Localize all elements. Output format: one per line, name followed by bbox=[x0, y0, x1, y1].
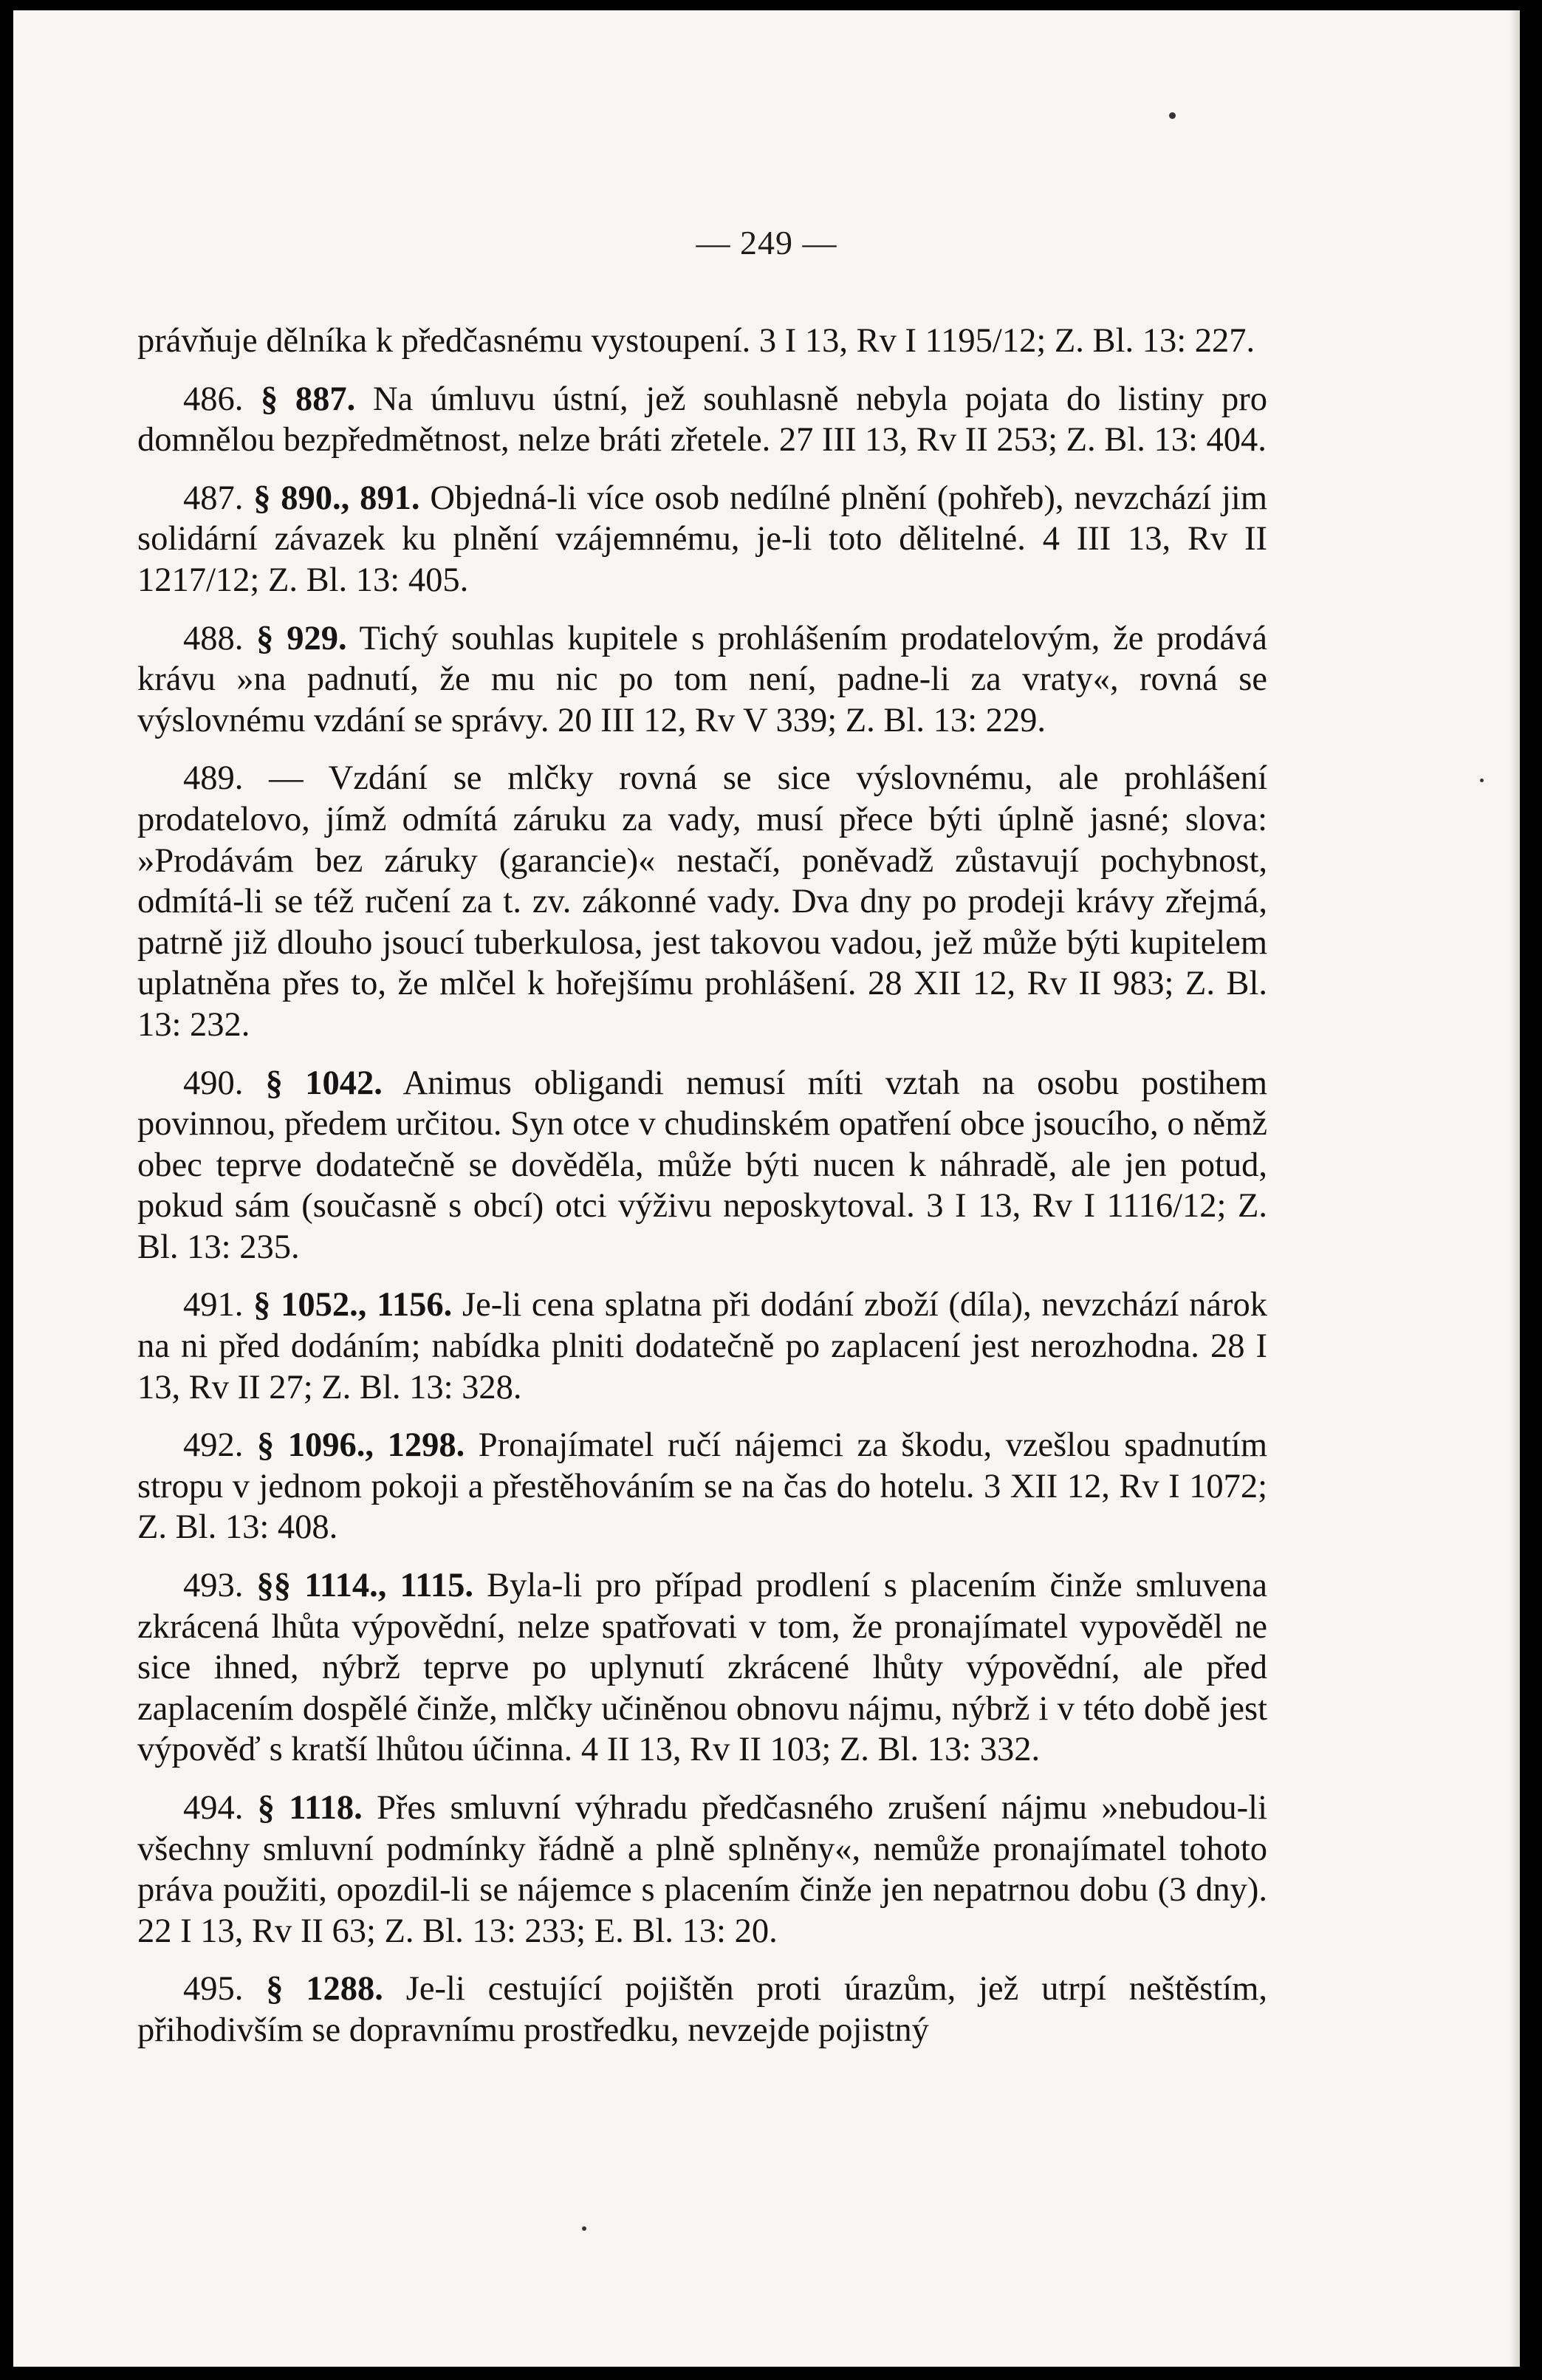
section-reference: §§ 1114., 1115. bbox=[256, 1567, 473, 1605]
paragraph-text: Na úmluvu ústní, jež souhlasně nebyla pojata do listiny pro domnělou bezpředmětnost, nelze bráti zřetele. 27 III 13, Rv II 253; Z. Bl. 13: 404. bbox=[137, 380, 1268, 459]
paragraph-487 bbox=[137, 478, 1267, 601]
entry-number: 493. bbox=[183, 1567, 244, 1605]
paragraph-text: Tichý souhlas kupitele s prohlášením prodatelovým, že prodává krávu »na padnutí, že mu nic po tom není, padne-li za vraty«, rovná se výslovnému vzdání se správy. 20 III 12, Rv V 339; Z. Bl. 13: 229. bbox=[137, 619, 1267, 739]
paragraph-494 bbox=[137, 1788, 1267, 1952]
entry-number: 491. bbox=[183, 1286, 244, 1324]
paragraph-text: Přes smluvní výhradu předčasného zrušení nájmu »nebudou-li všechny smluvní podmínky řádně a plně splněny«, nemůže pronajímatel tohoto práva použiti, opozdil-li se nájemce s placením činže jen nepatrnou dobu (3 dny). 22 I 13, Rv II 63; Z. Bl. 13: 233; E. Bl. 13: 20. bbox=[137, 1789, 1267, 1950]
entry-number: 492. bbox=[183, 1426, 244, 1465]
entry-number: 490. bbox=[183, 1064, 244, 1102]
paragraph-491 bbox=[137, 1285, 1267, 1408]
paragraph-492 bbox=[137, 1425, 1267, 1548]
entry-number: 488. bbox=[183, 619, 244, 657]
paragraph-text: právňuje dělníka k předčasnému vystoupení. 3 I 13, Rv I 1195/12; Z. Bl. 13: 227. bbox=[137, 322, 1255, 360]
section-reference: § 1096., 1298. bbox=[256, 1426, 465, 1465]
paragraph-continuation bbox=[137, 321, 1267, 362]
paragraph-493 bbox=[137, 1565, 1267, 1771]
entry-number: 494. bbox=[183, 1789, 244, 1827]
paragraph-text: Objedná-li více osob nedílné plnění (pohřeb), nevzchází jim solidární závazek ku plnění vzájemnému, je-li toto dělitelné. 4 III 13, Rv II 1217/12; Z. Bl. 13: 405. bbox=[137, 479, 1268, 599]
section-reference: § 929. bbox=[256, 619, 347, 657]
page-number: — 249 — bbox=[696, 224, 837, 261]
section-reference: § 1118. bbox=[257, 1789, 363, 1827]
paragraph-489 bbox=[137, 758, 1267, 1045]
section-reference: § 887. bbox=[261, 380, 356, 418]
print-speck bbox=[1480, 779, 1484, 782]
page-edge-shadow bbox=[1510, 10, 1520, 2367]
book-page bbox=[13, 10, 1520, 2367]
entry-number: 495. bbox=[183, 1970, 244, 2008]
paragraph-text: Pronajímatel ručí nájemci za škodu, vzešlou spadnutím stropu v jednom pokoji a přestěhováním se na čas do hotelu. 3 XII 12, Rv I 1072; Z. Bl. 13: 408. bbox=[137, 1426, 1267, 1547]
entry-number: 489. bbox=[183, 759, 244, 798]
print-speck bbox=[1169, 112, 1176, 119]
paragraph-text: Je-li cestující pojištěn proti úrazům, jež utrpí neštěstím, přihodivším se dopravnímu prostředku, nevzejde pojistný bbox=[137, 1970, 1268, 2049]
paragraph-490 bbox=[137, 1063, 1267, 1268]
paragraph-text: Je-li cena splatna při dodání zboží (díla), nevzchází nárok na ni před dodáním; nabídka plniti dodatečně po zaplacení jest nerozhodna. 28 I 13, Rv II 27; Z. Bl. 13: 328. bbox=[137, 1286, 1268, 1406]
entry-number: 486. bbox=[183, 380, 244, 418]
page-body bbox=[137, 321, 1267, 2068]
section-reference: § 1288. bbox=[266, 1970, 383, 2008]
entry-number: 487. bbox=[183, 479, 244, 517]
paragraph-text: — Vzdání se mlčky rovná se sice výslovnému, ale prohlášení prodatelovo, jímž odmítá záruku za vady, musí přece býti úplně jasné; slova: »Prodávám bez záruky (garancie)« nestačí, poněvadž zůstavují pochybnost, odmítá-li se též ručení za t. zv. zákonné vady. Dva dny po prodeji krávy zřejmá, patrně již dlouho jsoucí tuberkulosa, jest takovou vadou, jež může býti kupitelem uplatněna přes to, že mlčel k hořejšímu prohlášení. 28 XII 12, Rv II 983; Z. Bl. 13: 232. bbox=[137, 759, 1267, 1044]
paragraph-488 bbox=[137, 618, 1267, 742]
paragraph-text: Animus obligandi nemusí míti vztah na osobu postihem povinnou, předem určitou. Syn otce v chudinském opatření obce jsoucího, o němž obec teprve dodatečně se dověděla, může býti nucen k náhradě, ale jen potud, pokud sám (současně s obcí) otci výživu neposkytoval. 3 I 13, Rv I 1116/12; Z. Bl. 13: 235. bbox=[137, 1064, 1267, 1266]
section-reference: § 1042. bbox=[265, 1064, 383, 1102]
paragraph-495 bbox=[137, 1969, 1267, 2051]
paragraph-486 bbox=[137, 379, 1267, 461]
section-reference: § 1052., 1156. bbox=[253, 1286, 453, 1324]
section-reference: § 890., 891. bbox=[253, 479, 420, 517]
print-speck bbox=[582, 2226, 586, 2231]
paragraph-text: Byla-li pro případ prodlení s placením činže smluvena zkrácená lhůta výpovědní, nelze spatřovati v tom, že pronajímatel vypověděl ne sice ihned, nýbrž teprve po uplynutí zkrácené lhůty výpovědní, ale před zaplacením dospělé činže, mlčky učiněnou obnovu nájmu, nýbrž i v této době jest výpověď s kratší lhůtou účinna. 4 II 13, Rv II 103; Z. Bl. 13: 332. bbox=[137, 1567, 1267, 1769]
